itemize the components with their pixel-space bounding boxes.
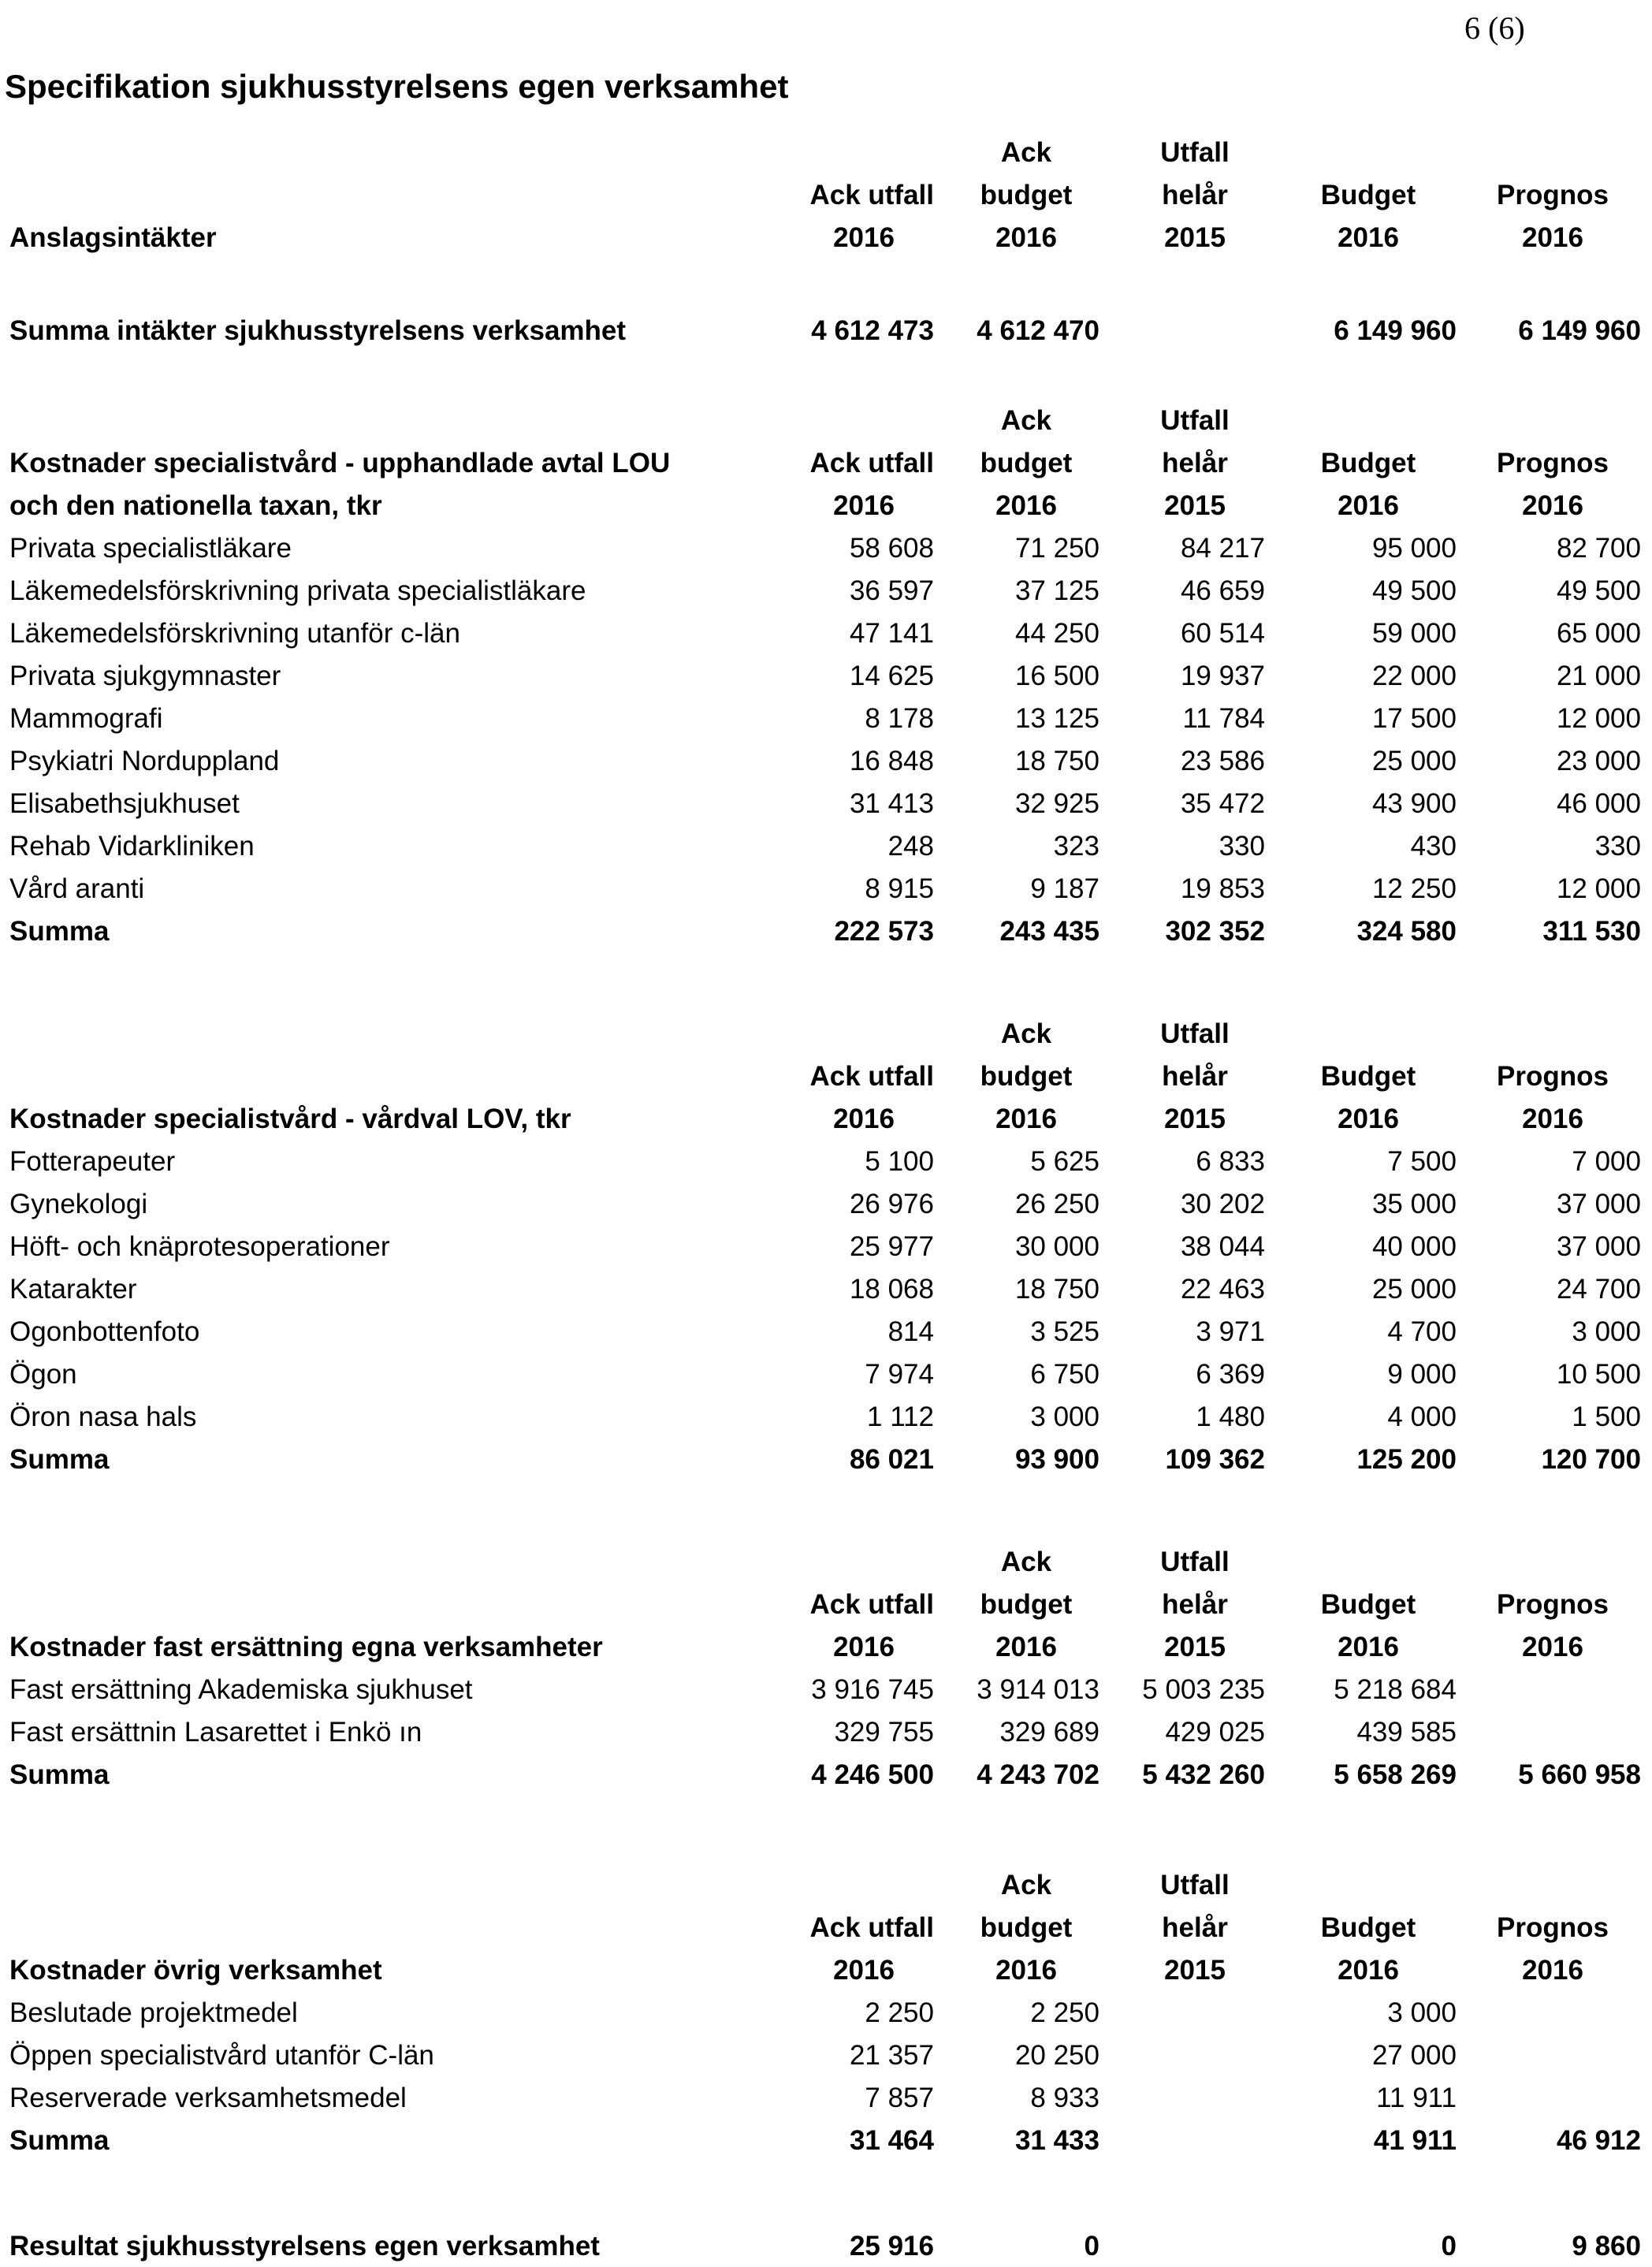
cell-utfall: 429 025 <box>1165 1717 1265 1748</box>
cell-ack-budget: 93 900 <box>1014 1444 1099 1475</box>
row-label: Läkemedelsförskrivning privata specialistläkare <box>9 575 586 606</box>
header-cell: 2016 <box>1338 222 1399 253</box>
cell-prognos: 3 000 <box>1572 1316 1641 1347</box>
cell-utfall: 302 352 <box>1165 916 1265 947</box>
table-row <box>0 1710 1652 1753</box>
header-row-2 <box>0 173 1652 216</box>
row-label: Fast ersättnin Lasarettet i Enkö ın <box>9 1717 422 1748</box>
cell-ack-budget: 329 689 <box>999 1717 1099 1748</box>
header-cell: Budget <box>1320 448 1416 478</box>
header-cell: Ack utfall <box>809 180 934 210</box>
table-row <box>0 612 1652 654</box>
table-row <box>0 1268 1652 1310</box>
cell-budget: 6 149 960 <box>1334 315 1457 346</box>
header-row-2 <box>0 1583 1652 1625</box>
cell-ack-budget: 3 914 013 <box>977 1674 1099 1705</box>
page-number: 6 (6) <box>1464 10 1525 46</box>
section-lov <box>0 1012 1652 1480</box>
cell-ack-budget: 44 250 <box>1014 618 1099 649</box>
header-cell: 2016 <box>833 222 895 253</box>
header-cell: 2015 <box>1164 1104 1226 1134</box>
table-row <box>0 697 1652 739</box>
table-row <box>0 569 1652 612</box>
header-row-2 <box>0 1906 1652 1949</box>
row-label: Summa <box>9 1759 110 1790</box>
header-cell: Ack utfall <box>809 1061 934 1092</box>
row-label: Summa intäkter sjukhusstyrelsens verksamhet <box>9 315 627 346</box>
row-label: Fotterapeuter <box>9 1146 176 1177</box>
table-body <box>0 1668 1652 1753</box>
header-cell: 2016 <box>833 490 895 521</box>
header-row-2 <box>0 1055 1652 1097</box>
cell-prognos: 12 000 <box>1556 703 1641 734</box>
cell-ack-budget: 5 625 <box>1030 1146 1099 1177</box>
header-row-3 <box>0 1949 1652 1991</box>
summary-row <box>0 309 1652 352</box>
row-label: Summa <box>9 2125 110 2156</box>
header-cell: budget <box>980 448 1073 478</box>
cell-budget: 43 900 <box>1371 788 1457 819</box>
header-cell: 2016 <box>1522 1104 1583 1134</box>
result-row <box>0 2226 1652 2267</box>
cell-budget: 0 <box>1441 2231 1457 2261</box>
header-cell: 2016 <box>1522 222 1583 253</box>
section-heading: Anslagsintäkter <box>9 222 217 253</box>
cell-ack-budget: 3 525 <box>1030 1316 1099 1347</box>
table-row <box>0 2034 1652 2076</box>
cell-prognos: 120 700 <box>1541 1444 1641 1475</box>
cell-ack-budget: 18 750 <box>1014 746 1099 776</box>
cell-budget: 25 000 <box>1371 1274 1457 1305</box>
table-row <box>0 654 1652 697</box>
header-cell: Ack <box>1000 137 1052 168</box>
cell-ack-budget: 16 500 <box>1014 661 1099 691</box>
cell-prognos: 7 000 <box>1572 1146 1641 1177</box>
section-result <box>0 2226 1652 2267</box>
row-label: Vård aranti <box>9 873 145 904</box>
cell-ack-utfall: 25 977 <box>849 1231 934 1262</box>
cell-prognos: 46 912 <box>1556 2125 1641 2156</box>
header-cell: Utfall <box>1160 405 1230 436</box>
cell-utfall: 60 514 <box>1180 618 1265 649</box>
header-row-1 <box>0 1540 1652 1583</box>
cell-prognos: 6 149 960 <box>1518 315 1641 346</box>
cell-prognos: 37 000 <box>1556 1231 1641 1262</box>
row-label: Läkemedelsförskrivning utanför c-län <box>9 618 460 649</box>
cell-prognos: 37 000 <box>1556 1189 1641 1219</box>
cell-utfall: 5 003 235 <box>1142 1674 1265 1705</box>
table-row <box>0 739 1652 782</box>
header-cell: 2016 <box>833 1104 895 1134</box>
section-heading: Kostnader specialistvård - vårdval LOV, tkr <box>9 1104 571 1134</box>
cell-ack-utfall: 31 464 <box>849 2125 934 2156</box>
section-lou <box>0 399 1652 952</box>
cell-budget: 4 700 <box>1387 1316 1457 1347</box>
cell-utfall: 30 202 <box>1180 1189 1265 1219</box>
row-label: Beslutade projektmedel <box>9 1997 298 2028</box>
table-row <box>0 1310 1652 1353</box>
cell-prognos: 330 <box>1594 831 1641 862</box>
header-cell: Utfall <box>1160 1018 1230 1049</box>
cell-ack-budget: 31 433 <box>1014 2125 1099 2156</box>
cell-budget: 9 000 <box>1387 1359 1457 1390</box>
cell-ack-budget: 9 187 <box>1030 873 1099 904</box>
cell-budget: 7 500 <box>1387 1146 1457 1177</box>
cell-budget: 439 585 <box>1356 1717 1457 1748</box>
header-cell: 2016 <box>1338 1632 1399 1662</box>
cell-ack-utfall: 21 357 <box>849 2040 934 2071</box>
header-cell: 2016 <box>1522 1632 1583 1662</box>
header-row-3 <box>0 484 1652 527</box>
cell-prognos: 311 530 <box>1542 916 1641 947</box>
cell-prognos: 82 700 <box>1556 533 1641 564</box>
cell-utfall: 11 784 <box>1182 703 1265 734</box>
section-fast-ersattning <box>0 1540 1652 1796</box>
cell-prognos: 49 500 <box>1556 575 1641 606</box>
header-cell: Ack utfall <box>809 448 934 478</box>
header-cell: 2016 <box>995 1632 1057 1662</box>
cell-ack-budget: 26 250 <box>1014 1189 1099 1219</box>
cell-prognos: 12 000 <box>1556 873 1641 904</box>
cell-ack-utfall: 814 <box>887 1316 934 1347</box>
table-row <box>0 1182 1652 1225</box>
section-heading: Kostnader specialistvård - upphandlade avtal LOU <box>9 448 671 478</box>
row-label: Privata sjukgymnaster <box>9 661 281 691</box>
table-body <box>0 1991 1652 2119</box>
cell-ack-utfall: 329 755 <box>834 1717 934 1748</box>
header-row-3 <box>0 1097 1652 1140</box>
header-cell: Budget <box>1320 1912 1416 1943</box>
cell-prognos: 5 660 958 <box>1518 1759 1641 1790</box>
table-row <box>0 1395 1652 1438</box>
table-row <box>0 1140 1652 1182</box>
cell-utfall: 19 853 <box>1180 873 1265 904</box>
cell-budget: 22 000 <box>1371 661 1457 691</box>
row-label: Summa <box>9 1444 110 1475</box>
cell-ack-utfall: 5 100 <box>865 1146 934 1177</box>
row-label: Öppen specialistvård utanför C-län <box>9 2040 434 2071</box>
header-cell: 2015 <box>1164 1632 1226 1662</box>
table-row <box>0 2076 1652 2119</box>
cell-ack-budget: 3 000 <box>1030 1402 1099 1432</box>
header-cell: helår <box>1162 1912 1228 1943</box>
header-cell: 2016 <box>833 1955 895 1986</box>
table-row <box>0 782 1652 825</box>
header-cell: budget <box>980 1061 1073 1092</box>
cell-budget: 4 000 <box>1387 1402 1457 1432</box>
cell-utfall: 84 217 <box>1180 533 1265 564</box>
header-row-3 <box>0 1625 1652 1668</box>
cell-ack-utfall: 47 141 <box>849 618 934 649</box>
header-cell: 2015 <box>1164 222 1226 253</box>
cell-budget: 49 500 <box>1371 575 1457 606</box>
header-cell: Prognos <box>1497 180 1609 210</box>
cell-ack-budget: 4 612 470 <box>977 315 1099 346</box>
document-title: Specifikation sjukhusstyrelsens egen verksamhet <box>5 68 789 105</box>
row-label: Rehab Vidarkliniken <box>9 831 255 862</box>
cell-utfall: 38 044 <box>1180 1231 1265 1262</box>
header-cell: 2016 <box>995 1955 1057 1986</box>
cell-ack-budget: 243 435 <box>999 916 1099 947</box>
row-label: Fast ersättning Akademiska sjukhuset <box>9 1674 473 1705</box>
row-label: Elisabethsjukhuset <box>9 788 240 819</box>
cell-ack-utfall: 222 573 <box>834 916 934 947</box>
header-row-1 <box>0 1012 1652 1055</box>
header-cell: Ack <box>1000 405 1052 436</box>
header-cell: helår <box>1162 180 1228 210</box>
row-label: Mammografi <box>9 703 163 734</box>
header-cell: Prognos <box>1497 1912 1609 1943</box>
header-cell: Ack <box>1000 1547 1052 1577</box>
cell-ack-budget: 323 <box>1053 831 1099 862</box>
header-cell: Utfall <box>1160 1547 1230 1577</box>
table-row <box>0 527 1652 569</box>
cell-ack-utfall: 248 <box>887 831 934 862</box>
cell-ack-utfall: 58 608 <box>849 533 934 564</box>
row-label: Höft- och knäprotesoperationer <box>9 1231 390 1262</box>
section-ovrig-verksamhet <box>0 1863 1652 2161</box>
cell-budget: 59 000 <box>1371 618 1457 649</box>
cell-budget: 95 000 <box>1371 533 1457 564</box>
header-cell: 2016 <box>833 1632 895 1662</box>
summa-row <box>0 1753 1652 1796</box>
header-cell: helår <box>1162 1589 1228 1620</box>
row-label: Ögon <box>9 1359 77 1390</box>
header-cell: 2015 <box>1164 490 1226 521</box>
header-row-3 <box>0 216 1652 259</box>
cell-ack-utfall: 7 857 <box>865 2083 934 2113</box>
summa-row <box>0 1438 1652 1480</box>
cell-ack-utfall: 31 413 <box>849 788 934 819</box>
row-label: Summa <box>9 916 110 947</box>
cell-utfall: 1 480 <box>1196 1402 1265 1432</box>
cell-ack-budget: 32 925 <box>1014 788 1099 819</box>
cell-ack-utfall: 4 612 473 <box>811 315 934 346</box>
row-label: Katarakter <box>9 1274 137 1305</box>
section-heading: Kostnader fast ersättning egna verksamheter <box>9 1632 603 1662</box>
cell-prognos: 1 500 <box>1572 1402 1641 1432</box>
cell-ack-utfall: 7 974 <box>865 1359 934 1390</box>
header-cell: budget <box>980 1912 1073 1943</box>
cell-budget: 324 580 <box>1356 916 1457 947</box>
header-cell: Prognos <box>1497 1589 1609 1620</box>
cell-ack-utfall: 8 178 <box>865 703 934 734</box>
header-cell: Prognos <box>1497 448 1609 478</box>
cell-ack-utfall: 8 915 <box>865 873 934 904</box>
cell-ack-budget: 37 125 <box>1014 575 1099 606</box>
table-row <box>0 1353 1652 1395</box>
header-cell: 2015 <box>1164 1955 1226 1986</box>
table-row <box>0 825 1652 867</box>
cell-budget: 25 000 <box>1371 746 1457 776</box>
header-row-1 <box>0 131 1652 173</box>
cell-ack-utfall: 1 112 <box>867 1402 934 1432</box>
cell-ack-utfall: 86 021 <box>849 1444 934 1475</box>
cell-ack-budget: 6 750 <box>1030 1359 1099 1390</box>
header-cell: Ack <box>1000 1870 1052 1900</box>
table-body <box>0 1140 1652 1438</box>
cell-budget: 125 200 <box>1356 1444 1457 1475</box>
cell-ack-budget: 71 250 <box>1014 533 1099 564</box>
cell-utfall: 23 586 <box>1180 746 1265 776</box>
cell-utfall: 5 432 260 <box>1142 1759 1265 1790</box>
header-cell: Prognos <box>1497 1061 1609 1092</box>
table-row <box>0 1225 1652 1268</box>
cell-budget: 11 911 <box>1376 2083 1457 2113</box>
header-cell: 2016 <box>995 490 1057 521</box>
section-anslagsintakter <box>0 131 1652 352</box>
table-row <box>0 1991 1652 2034</box>
cell-ack-utfall: 14 625 <box>849 661 934 691</box>
header-cell: 2016 <box>1338 1104 1399 1134</box>
header-cell: 2016 <box>1338 1955 1399 1986</box>
cell-ack-budget: 18 750 <box>1014 1274 1099 1305</box>
header-cell: Ack utfall <box>809 1589 934 1620</box>
cell-ack-budget: 13 125 <box>1014 703 1099 734</box>
header-cell: Budget <box>1320 1589 1416 1620</box>
cell-utfall: 6 369 <box>1196 1359 1265 1390</box>
cell-budget: 27 000 <box>1371 2040 1457 2071</box>
summa-row <box>0 2119 1652 2161</box>
row-label: Gynekologi <box>9 1189 148 1219</box>
header-cell: Budget <box>1320 180 1416 210</box>
cell-utfall: 3 971 <box>1196 1316 1265 1347</box>
cell-ack-budget: 8 933 <box>1030 2083 1099 2113</box>
cell-utfall: 19 937 <box>1180 661 1265 691</box>
cell-prognos: 23 000 <box>1556 746 1641 776</box>
header-row-1 <box>0 399 1652 441</box>
cell-budget: 35 000 <box>1371 1189 1457 1219</box>
row-label: Ogonbottenfoto <box>9 1316 200 1347</box>
row-label: Privata specialistläkare <box>9 533 292 564</box>
header-row-1 <box>0 1863 1652 1906</box>
cell-utfall: 46 659 <box>1180 575 1265 606</box>
section-heading: Kostnader övrig verksamhet <box>9 1955 382 1986</box>
header-cell: helår <box>1162 448 1228 478</box>
cell-prognos: 21 000 <box>1556 661 1641 691</box>
cell-prognos: 9 860 <box>1572 2231 1641 2261</box>
cell-budget: 430 <box>1410 831 1457 862</box>
header-cell: Budget <box>1320 1061 1416 1092</box>
header-cell: 2016 <box>995 222 1057 253</box>
table-row <box>0 867 1652 910</box>
cell-ack-utfall: 18 068 <box>849 1274 934 1305</box>
cell-utfall: 22 463 <box>1180 1274 1265 1305</box>
section-heading: och den nationella taxan, tkr <box>9 490 382 521</box>
table-body <box>0 527 1652 910</box>
cell-prognos: 65 000 <box>1556 618 1641 649</box>
cell-prognos: 24 700 <box>1556 1274 1641 1305</box>
header-cell: Utfall <box>1160 1870 1230 1900</box>
cell-ack-utfall: 3 916 745 <box>811 1674 934 1705</box>
row-label: Psykiatri Norduppland <box>9 746 280 776</box>
cell-utfall: 330 <box>1219 831 1265 862</box>
cell-utfall: 6 833 <box>1196 1146 1265 1177</box>
cell-ack-utfall: 4 246 500 <box>811 1759 934 1790</box>
cell-ack-utfall: 2 250 <box>865 1997 934 2028</box>
header-cell: 2016 <box>1338 490 1399 521</box>
table-row <box>0 1668 1652 1710</box>
cell-ack-budget: 4 243 702 <box>977 1759 1099 1790</box>
row-label: Öron nasa hals <box>9 1402 197 1432</box>
cell-prognos: 46 000 <box>1556 788 1641 819</box>
header-cell: 2016 <box>995 1104 1057 1134</box>
cell-ack-utfall: 26 976 <box>849 1189 934 1219</box>
cell-ack-utfall: 36 597 <box>849 575 934 606</box>
cell-ack-utfall: 25 916 <box>849 2231 934 2261</box>
header-cell: Utfall <box>1160 137 1230 168</box>
row-label: Reserverade verksamhetsmedel <box>9 2083 407 2113</box>
summa-row <box>0 910 1652 952</box>
row-label: Resultat sjukhusstyrelsens egen verksamhet <box>9 2231 600 2261</box>
header-cell: budget <box>980 180 1073 210</box>
header-cell: budget <box>980 1589 1073 1620</box>
cell-budget: 5 658 269 <box>1334 1759 1457 1790</box>
cell-budget: 12 250 <box>1371 873 1457 904</box>
cell-utfall: 35 472 <box>1180 788 1265 819</box>
header-cell: 2016 <box>1522 490 1583 521</box>
cell-ack-budget: 20 250 <box>1014 2040 1099 2071</box>
cell-prognos: 10 500 <box>1556 1359 1641 1390</box>
header-cell: Ack utfall <box>809 1912 934 1943</box>
cell-budget: 40 000 <box>1371 1231 1457 1262</box>
cell-budget: 3 000 <box>1387 1997 1457 2028</box>
cell-budget: 5 218 684 <box>1334 1674 1457 1705</box>
header-cell: helår <box>1162 1061 1228 1092</box>
cell-ack-budget: 0 <box>1084 2231 1099 2261</box>
header-cell: 2016 <box>1522 1955 1583 1986</box>
header-row-2 <box>0 441 1652 484</box>
cell-budget: 17 500 <box>1371 703 1457 734</box>
header-cell: Ack <box>1000 1018 1052 1049</box>
cell-utfall: 109 362 <box>1165 1444 1265 1475</box>
cell-ack-budget: 30 000 <box>1014 1231 1099 1262</box>
cell-budget: 41 911 <box>1373 2125 1457 2156</box>
cell-ack-utfall: 16 848 <box>849 746 934 776</box>
cell-ack-budget: 2 250 <box>1030 1997 1099 2028</box>
